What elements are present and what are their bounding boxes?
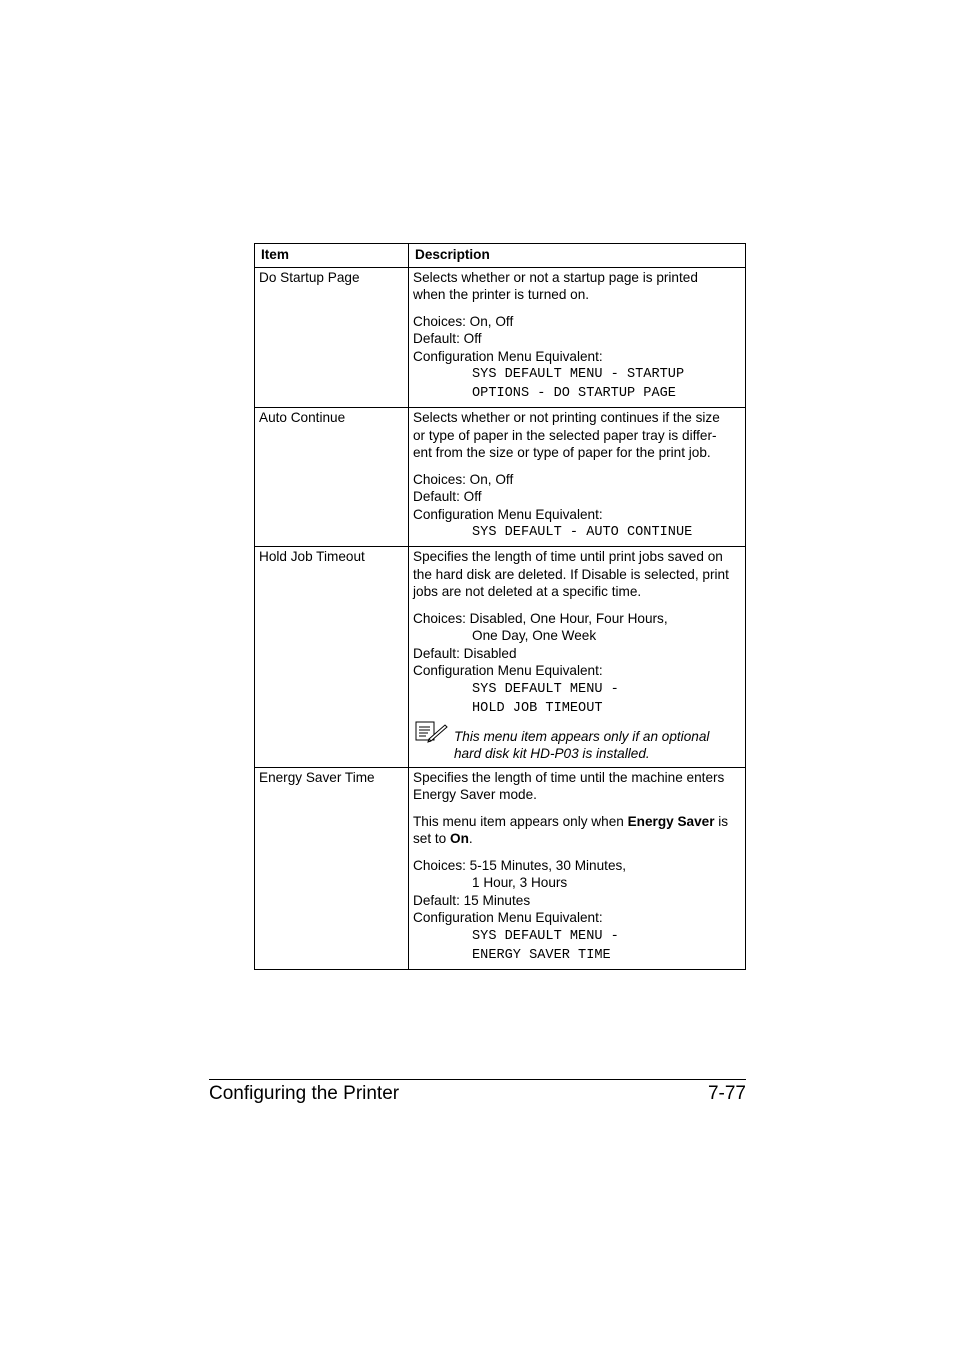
page-number: 7-77 [707, 1083, 746, 1104]
availability-bold-energy-saver: Energy Saver [627, 813, 715, 829]
choices-text: Choices: On, Off [413, 471, 514, 487]
table-header-row [255, 244, 746, 268]
table-row [255, 767, 746, 969]
description-cell [409, 267, 746, 408]
settings-table [254, 243, 746, 970]
intro-line: ent from the size or type of paper for the print job. [413, 445, 711, 460]
availability-line2-pre: set to [413, 831, 451, 846]
item-cell: Do Startup Page [255, 267, 409, 408]
availability-pre: This menu item appears only when [413, 813, 628, 829]
note-block [413, 728, 741, 763]
note-line: hard disk kit HD-P03 is installed. [454, 746, 650, 761]
availability-post: . [468, 831, 473, 846]
intro-line: Energy Saver mode. [413, 787, 537, 802]
header-item: Item [255, 244, 409, 268]
choices-text: Choices: 5-15 Minutes, 30 Minutes, [413, 857, 627, 873]
description-cell [409, 547, 746, 768]
default-text: Default: Disabled [413, 645, 517, 661]
intro-line: Selects whether or not printing continues if the size [413, 410, 720, 425]
intro-line: Selects whether or not a startup page is printed [413, 269, 698, 285]
item-cell: Hold Job Timeout [255, 547, 409, 768]
table-row [255, 547, 746, 768]
config-label: Configuration Menu Equivalent: [413, 910, 603, 925]
footer-divider [209, 1079, 746, 1080]
choices-text: Choices: Disabled, One Hour, Four Hours, [413, 610, 668, 626]
availability-mid: is [714, 813, 729, 829]
config-label: Configuration Menu Equivalent: [413, 663, 603, 678]
item-cell: Energy Saver Time [255, 767, 409, 969]
availability-text [413, 813, 741, 831]
intro-line: jobs are not deleted at a specific time. [413, 584, 642, 599]
choices-text: Choices: On, Off [413, 313, 514, 329]
intro-line: or type of paper in the selected paper tray is differ- [413, 427, 717, 443]
menu-path: SYS DEFAULT - AUTO CONTINUE [472, 525, 693, 540]
header-description: Description [409, 244, 746, 268]
intro-line: when the printer is turned on. [413, 287, 590, 302]
description-cell [409, 408, 746, 547]
default-text: Default: 15 Minutes [413, 892, 531, 908]
menu-path: SYS DEFAULT MENU - [472, 681, 619, 697]
choices-continued: One Day, One Week [472, 628, 597, 643]
availability-bold-on: On [450, 831, 469, 846]
config-label: Configuration Menu Equivalent: [413, 506, 603, 522]
choices-continued: 1 Hour, 3 Hours [472, 875, 568, 890]
menu-path: SYS DEFAULT MENU - [472, 928, 619, 944]
default-text: Default: Off [413, 331, 482, 346]
note-pencil-icon [415, 720, 449, 744]
intro-line: Specifies the length of time until print jobs saved on [413, 549, 723, 564]
note-line: This menu item appears only if an optional [454, 728, 710, 744]
footer-title: Configuring the Printer [209, 1083, 400, 1104]
menu-path: HOLD JOB TIMEOUT [472, 700, 603, 716]
intro-line: the hard disk are deleted. If Disable is selected, print [413, 566, 729, 582]
intro-line: Specifies the length of time until the machine enters [413, 769, 725, 785]
menu-path: OPTIONS - DO STARTUP PAGE [472, 386, 676, 401]
item-cell: Auto Continue [255, 408, 409, 547]
menu-path: SYS DEFAULT MENU - STARTUP [472, 367, 685, 382]
menu-path: ENERGY SAVER TIME [472, 947, 611, 963]
default-text: Default: Off [413, 489, 482, 504]
availability-text-line2 [413, 830, 741, 848]
table-row [255, 267, 746, 408]
table-row [255, 408, 746, 547]
config-label: Configuration Menu Equivalent: [413, 348, 603, 364]
description-cell [409, 767, 746, 969]
